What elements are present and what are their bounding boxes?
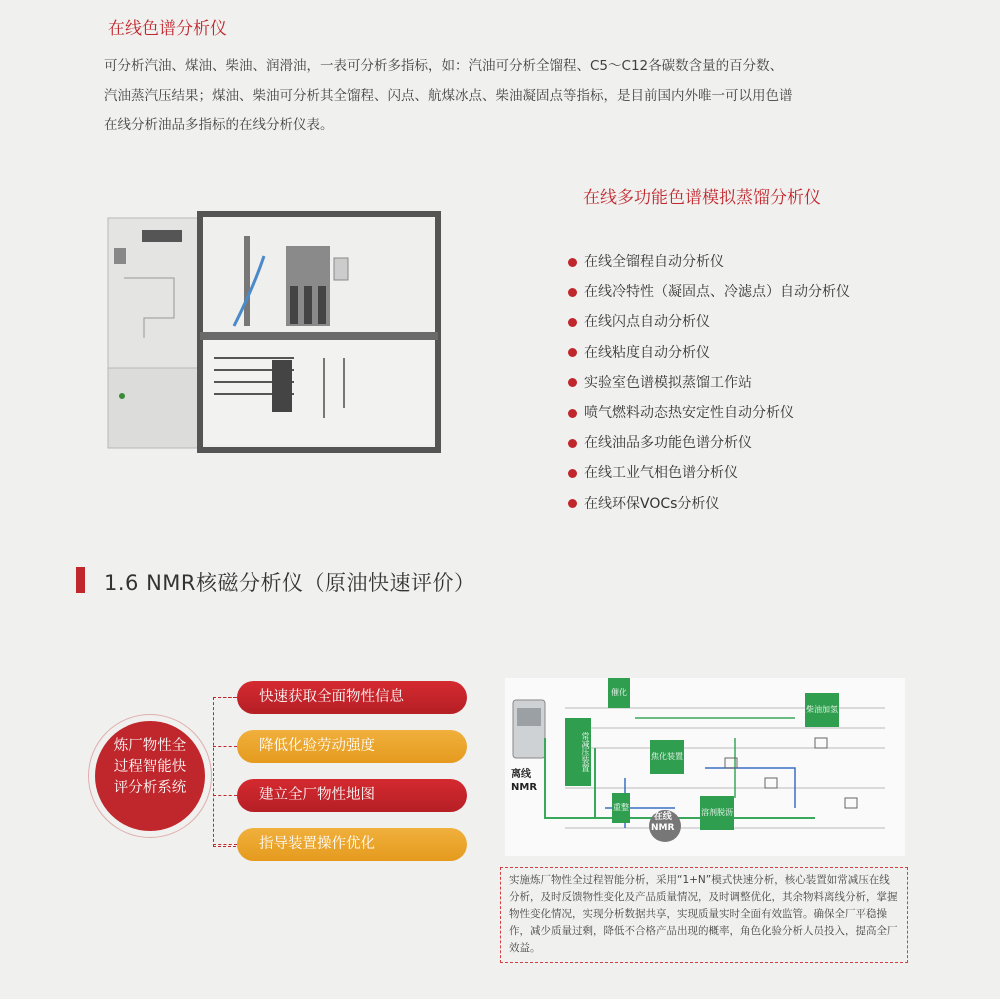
bullet-icon [568, 318, 577, 327]
diagram-caption: 实施炼厂物性全过程智能分析，采用“1+N”模式快速分析，核心装置如常减压在线分析，及时反馈物性变化及产品质量情况，及时调整优化，其余物料离线分析，掌握物性变化情况，实现分析数据共享，实现质量实时全面有效监管。确保全厂平稳操作，减少质量过剩，降低不合格产品出现的概率，角色化验分析人员投入，提高全厂效益。 [500, 867, 908, 963]
connector-tick [213, 697, 237, 698]
bullet-icon [568, 378, 577, 387]
list-item: 在线冷特性（凝固点、冷滤点）自动分析仪 [568, 277, 850, 307]
list-item: 在线油品多功能色谱分析仪 [568, 428, 850, 458]
heading-marker [76, 567, 85, 593]
list-item: 在线全镏程自动分析仪 [568, 247, 850, 277]
refinery-flow-diagram [505, 678, 905, 856]
list-item: 实验室色谱模拟蒸馏工作站 [568, 368, 850, 398]
bullet-icon [568, 258, 577, 267]
system-circle-label: 炼厂物性全 过程智能快 评分析系统 [113, 738, 187, 796]
unit-box: 焦化装置 [650, 740, 684, 774]
intro-line: 可分析汽油、煤油、柴油、润滑油，一表可分析多指标，如：汽油可分析全馏程、C5～C12各碳数含量的百分数、 [104, 58, 784, 74]
unit-box: 重整 [612, 793, 630, 823]
bullet-icon [568, 348, 577, 357]
bullet-icon [568, 469, 577, 478]
intro-line: 在线分析油品多指标的在线分析仪表。 [104, 117, 334, 133]
unit-box: 溶剂脱沥 [700, 796, 734, 830]
bullet-icon [568, 288, 577, 297]
unit-box: 柴油加氢 [805, 693, 839, 727]
benefit-pill: 降低化验劳动强度 [237, 730, 467, 763]
unit-box: 催化 [608, 678, 630, 708]
bullet-icon [568, 439, 577, 448]
connector-bracket [213, 697, 236, 847]
connector-tick [213, 795, 237, 796]
connector-tick [213, 746, 237, 747]
list-item: 喷气燃料动态热安定性自动分析仪 [568, 398, 850, 428]
list-item: 在线环保VOCs分析仪 [568, 489, 850, 519]
list-item: 在线闪点自动分析仪 [568, 307, 850, 337]
connector-tick [213, 844, 237, 845]
intro-paragraph [104, 52, 904, 141]
benefit-pill: 指导装置操作优化 [237, 828, 467, 861]
list-item: 在线粘度自动分析仪 [568, 338, 850, 368]
bullet-icon [568, 409, 577, 418]
bullet-icon [568, 499, 577, 508]
benefit-pill: 快速获取全面物性信息 [237, 681, 467, 714]
offline-nmr-label: 离线 NMR [511, 769, 538, 793]
benefit-pill: 建立全厂物性地图 [237, 779, 467, 812]
list-item: 在线工业气相色谱分析仪 [568, 458, 850, 488]
section-heading: 1.6 NMR核磁分析仪（原油快速评价） [104, 571, 476, 595]
unit-box: 常减压装置 [565, 718, 591, 786]
feature-list [568, 247, 850, 519]
section-title: 在线色谱分析仪 [108, 19, 227, 39]
subsection-title: 在线多功能色谱模拟蒸馏分析仪 [583, 188, 821, 208]
online-nmr-label: 在线 NMR [651, 812, 675, 833]
intro-line: 汽油蒸汽压结果；煤油、柴油可分析其全馏程、闪点、航煤冰点、柴油凝固点等指标，是目前国内外唯一可以用色谱 [104, 87, 793, 104]
analyzer-instrument-image [104, 208, 444, 453]
